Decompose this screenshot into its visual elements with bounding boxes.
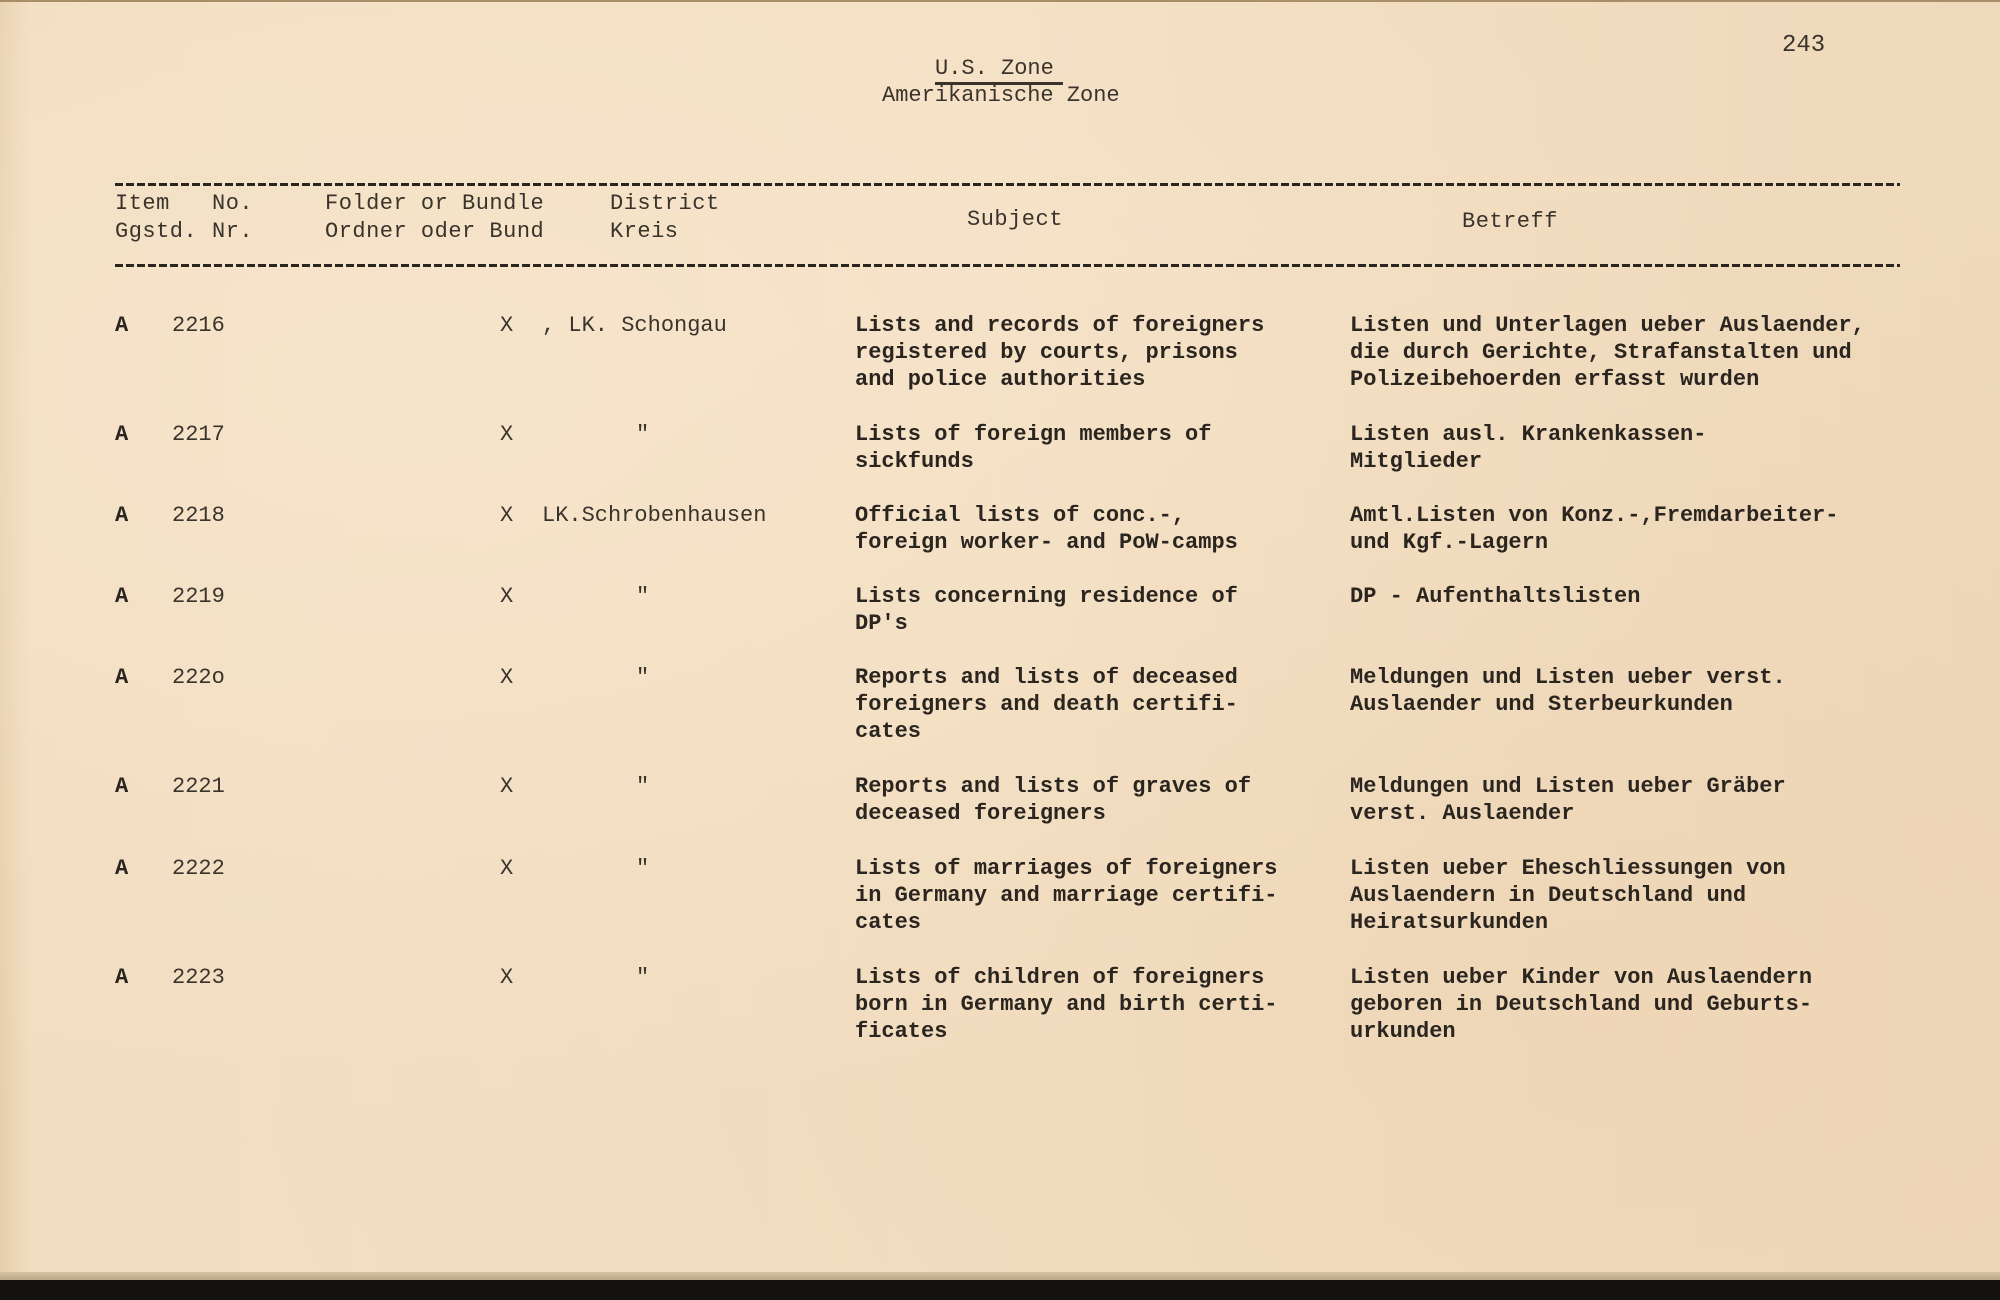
subject-cell: Lists of foreign members of sickfunds <box>855 422 1212 474</box>
district-cell: " <box>636 665 650 690</box>
item-cell: A <box>115 584 129 609</box>
page-number: 243 <box>1782 32 1826 59</box>
betreff-cell: Listen ueber Kinder von Auslaendern geboren in Deutschland und Geburts- urkunden <box>1350 965 1813 1044</box>
header-bottom-rule <box>115 264 1900 267</box>
folder-cell: X <box>500 665 514 690</box>
item-cell: A <box>115 313 129 338</box>
item-cell: A <box>115 503 129 528</box>
header-district-de: Kreis <box>610 219 679 244</box>
subject-cell: Reports and lists of graves of deceased foreigners <box>855 774 1252 826</box>
number-cell: 2223 <box>172 965 225 990</box>
folder-cell: X <box>500 965 514 990</box>
header-subject: Subject <box>967 207 1063 232</box>
folder-cell: X <box>500 313 514 338</box>
subject-cell: Lists concerning residence of DP's <box>855 584 1238 636</box>
page-edge <box>0 1272 2000 1280</box>
number-cell: 222o <box>172 665 225 690</box>
number-cell: 2216 <box>172 313 225 338</box>
betreff-cell: Meldungen und Listen ueber verst. Auslaender und Sterbeurkunden <box>1350 665 1786 717</box>
folder-cell: X <box>500 584 514 609</box>
district-cell: " <box>636 422 650 447</box>
number-cell: 2221 <box>172 774 225 799</box>
folder-cell: X <box>500 774 514 799</box>
header-no-en: No. <box>212 191 254 216</box>
header-no-de: Nr. <box>212 219 254 244</box>
district-cell: " <box>636 774 650 799</box>
item-cell: A <box>115 965 129 990</box>
number-cell: 2222 <box>172 856 225 881</box>
subject-cell: Reports and lists of deceased foreigners and death certifi- cates <box>855 665 1238 744</box>
betreff-cell: Amtl.Listen von Konz.-,Fremdarbeiter- und Kgf.-Lagern <box>1350 503 1839 555</box>
title-english: U.S. Zone <box>935 56 1054 81</box>
folder-cell: X <box>500 422 514 447</box>
header-top-rule <box>115 183 1900 186</box>
district-cell: " <box>636 856 650 881</box>
district-cell: " <box>636 584 650 609</box>
subject-cell: Lists of children of foreigners born in Germany and birth certi- ficates <box>855 965 1278 1044</box>
number-cell: 2219 <box>172 584 225 609</box>
number-cell: 2217 <box>172 422 225 447</box>
number-cell: 2218 <box>172 503 225 528</box>
header-item-en: Item <box>115 191 170 216</box>
header-betreff: Betreff <box>1462 209 1558 234</box>
district-cell: LK.Schrobenhausen <box>542 503 767 528</box>
header-folder-en: Folder or Bundle <box>325 191 545 216</box>
betreff-cell: Meldungen und Listen ueber Gräber verst. Auslaender <box>1350 774 1786 826</box>
item-cell: A <box>115 774 129 799</box>
subject-cell: Lists and records of foreigners registered by courts, prisons and police authorities <box>855 313 1265 392</box>
header-item-de: Ggstd. <box>115 219 198 244</box>
item-cell: A <box>115 856 129 881</box>
header-district-en: District <box>610 191 720 216</box>
title-german: Amerikanische Zone <box>882 83 1120 108</box>
folder-cell: X <box>500 856 514 881</box>
betreff-cell: Listen ausl. Krankenkassen- Mitglieder <box>1350 422 1707 474</box>
item-cell: A <box>115 422 129 447</box>
item-cell: A <box>115 665 129 690</box>
header-folder-de: Ordner oder Bund <box>325 219 545 244</box>
betreff-cell: DP - Aufenthaltslisten <box>1350 584 1641 609</box>
district-cell: , LK. Schongau <box>542 313 727 338</box>
subject-cell: Official lists of conc.-, foreign worker- and PoW-camps <box>855 503 1238 555</box>
betreff-cell: Listen ueber Eheschliessungen von Auslaendern in Deutschland und Heiratsurkunden <box>1350 856 1786 935</box>
folder-cell: X <box>500 503 514 528</box>
betreff-cell: Listen und Unterlagen ueber Auslaender, die durch Gerichte, Strafanstalten und Polizeibehoerden erfasst wurden <box>1350 313 1865 392</box>
district-cell: " <box>636 965 650 990</box>
subject-cell: Lists of marriages of foreigners in Germany and marriage certifi- cates <box>855 856 1278 935</box>
